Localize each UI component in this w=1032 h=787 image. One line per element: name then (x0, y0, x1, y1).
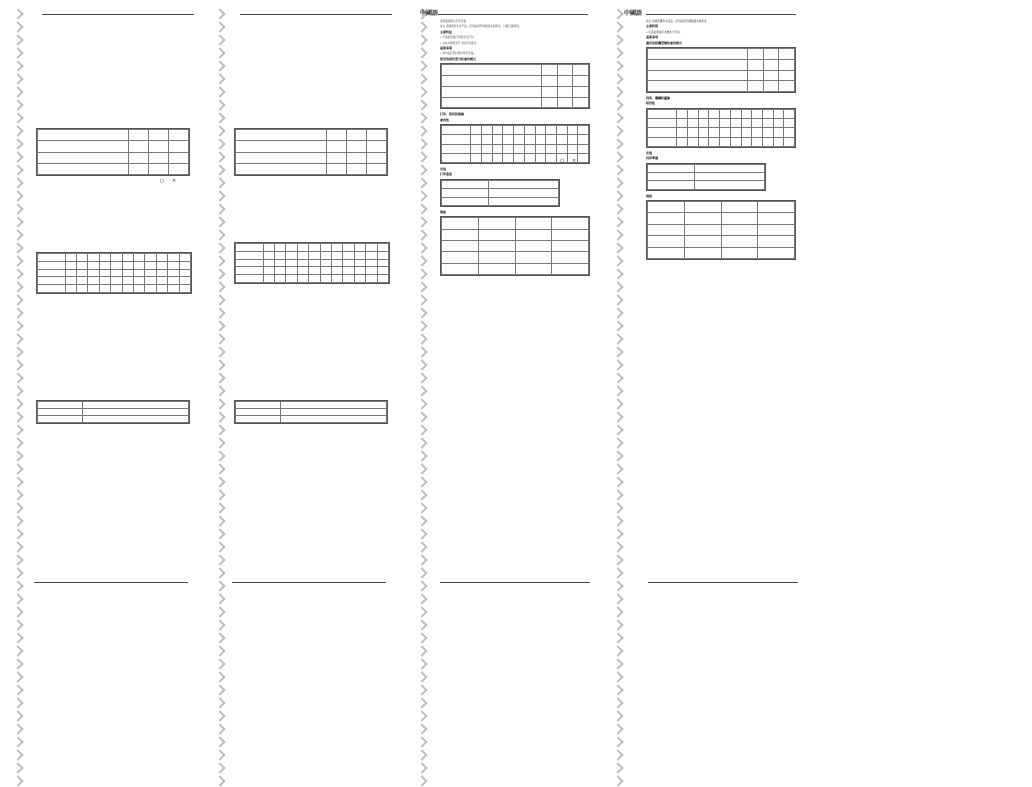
compat-mark-cross: × (172, 178, 177, 184)
page-header-1: 中國語 (420, 10, 439, 17)
page2-line-9: 規格 (646, 193, 653, 198)
compat-table-2 (234, 128, 388, 176)
page1-line-1: 主要特征 (440, 29, 453, 34)
page1-title: 使用数码照片打印设置 (440, 20, 466, 23)
bottom-rule-1 (34, 582, 188, 583)
page1-line-10: 打印准备 (440, 172, 453, 177)
top-rule-2 (240, 14, 392, 15)
top-rule-4 (646, 14, 796, 15)
page1-size-table (440, 179, 560, 207)
page2-line-8: 列印準備 (646, 156, 659, 161)
page1-line-7: 打印、联机和摄像 (440, 112, 465, 117)
page1-line-11: 规格 (440, 209, 447, 214)
page1-line-5: • 请勿在打印过程中断开连接。 (440, 52, 477, 56)
page1-line-0: 前言 感谢您购买本产品。使用前请仔细阅读本说明书，以便正确使用。 (440, 25, 522, 29)
bottom-rule-4 (648, 582, 798, 583)
grid-table-1 (36, 252, 192, 294)
top-rule-1 (42, 14, 194, 15)
page2-line-7: 安裝 (646, 150, 653, 155)
page2-line-6: 相容性 (646, 101, 656, 106)
page1-symbol-cross: × (572, 158, 577, 164)
page1-text (440, 20, 590, 280)
page1-mode-table (440, 124, 590, 164)
page2-line-0: 前言 感謝您購買本產品。使用前請仔細閱讀本說明書。 (646, 20, 710, 23)
page2-line-4: 適用的相機型號和兼容模式 (646, 40, 683, 45)
page1-line-4: 重要事项 (440, 46, 453, 51)
bottom-rule-2 (232, 582, 386, 583)
spec-table-2 (234, 400, 388, 424)
spec-table-1 (36, 400, 190, 424)
top-rule-3 (438, 14, 588, 15)
page-header-2: 中國語 (624, 10, 643, 17)
page1-line-3: • 支持多种纸张尺寸和打印模式。 (440, 41, 479, 45)
page1-line-8: 兼容性 (440, 117, 450, 122)
compat-mark-circle: ○ (160, 178, 165, 184)
page1-line-9: 安装 (440, 167, 447, 172)
chevron-strip-3 (418, 10, 428, 722)
page2-line-1: 主要特徵 (646, 24, 659, 29)
page2-text (646, 20, 796, 264)
grid-table-2 (234, 242, 390, 284)
page2-size-table (646, 163, 766, 191)
page1-spec-table (440, 216, 590, 276)
page2-line-2: • 可直接連接印表機進行列印。 (646, 30, 683, 34)
page2-line-3: 重要事項 (646, 35, 659, 40)
chevron-strip-4 (614, 10, 624, 722)
bottom-rule-3 (440, 582, 590, 583)
chevron-strip-1 (14, 10, 24, 722)
page2-compat-table (646, 47, 796, 93)
page1-symbol-circle: ○ (560, 158, 565, 164)
page2-line-5: 列印、聯機和攝像 (646, 96, 671, 101)
page1-compat-table (440, 63, 590, 109)
page2-mode-table (646, 108, 796, 148)
page1-line-6: 使用的相机型号和兼容模式 (440, 56, 477, 61)
page2-spec-table (646, 200, 796, 260)
page1-line-2: • 可直接连接打印机进行打印。 (440, 36, 477, 40)
chevron-strip-2 (216, 10, 226, 722)
compat-table-1 (36, 128, 190, 176)
